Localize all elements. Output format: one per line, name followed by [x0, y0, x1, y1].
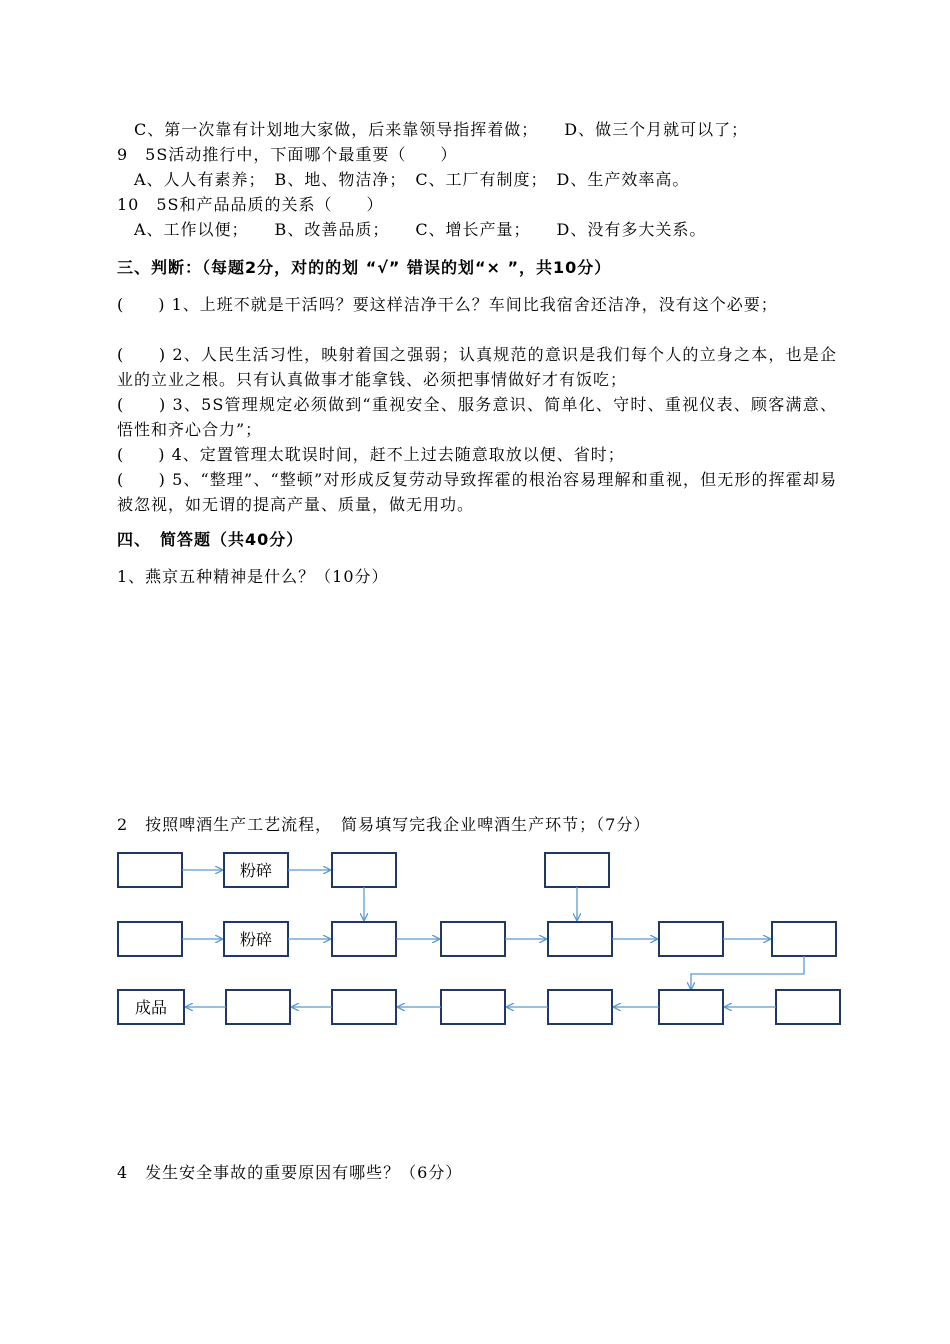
judge-item-2: ( ) 2、人民生活习性，映射着国之强弱；认真规范的意识是我们每个人的立身之本，也是企业的立业之根。只有认真做事才能拿钱、必须把事情做好才有饭吃；: [117, 345, 837, 389]
flow-box-r2-4[interactable]: [441, 922, 505, 956]
q9-options: A、人人有素养； B、地、物洁净； C、工厂有制度； D、生产效率高。: [134, 170, 690, 189]
flow-label-crush-1: 粉碎: [239, 861, 273, 880]
flow-box-r3-6[interactable]: [659, 990, 723, 1024]
judge-item-1: ( ) 1、上班不就是干活吗？要这样洁净干么？车间比我宿舍还洁净，没有这个必要；: [117, 295, 778, 314]
q10-options: A、工作以便； B、改善品质； C、增长产量； D、没有多大关系。: [134, 220, 707, 239]
flow-box-r3-2[interactable]: [226, 990, 290, 1024]
short-q1: 1、燕京五种精神是什么？（10分）: [117, 567, 389, 586]
short-q2: 2 按照啤酒生产工艺流程， 简易填写完我企业啤酒生产环节；（7分）: [117, 815, 651, 834]
flow-connector: [691, 956, 804, 989]
flow-box-r2-1[interactable]: [118, 922, 182, 956]
flow-box-r3-5[interactable]: [548, 990, 612, 1024]
flow-box-r2-6[interactable]: [659, 922, 723, 956]
flow-box-r3-3[interactable]: [332, 990, 396, 1024]
flow-box-r2-5[interactable]: [548, 922, 612, 956]
short-q4: 4 发生安全事故的重要原因有哪些？（6分）: [117, 1163, 463, 1182]
judge-item-4: ( ) 4、定置管理太耽误时间，赶不上过去随意取放以便、省时；: [117, 445, 625, 464]
flow-box-r3-4[interactable]: [441, 990, 505, 1024]
flow-box-r1-4[interactable]: [545, 853, 609, 887]
flow-box-r2-3[interactable]: [332, 922, 396, 956]
judge-heading: 三、判断：（每题2分，对的的划 “√” 错误的划“× ”，共10分）: [117, 258, 612, 277]
flow-label-product: 成品: [134, 998, 168, 1017]
flow-box-r3-7[interactable]: [776, 990, 840, 1024]
q10-stem: 10 5S和产品品质的关系（ ）: [117, 195, 384, 214]
short-heading: 四、 简答题（共40分）: [117, 530, 304, 549]
flow-box-r1-3[interactable]: [332, 853, 396, 887]
flow-box-r2-7[interactable]: [772, 922, 836, 956]
flow-label-crush-2: 粉碎: [239, 930, 273, 949]
judge-item-5: ( ) 5、“整理”、“整顿”对形成反复劳动导致挥霍的根治容易理解和重视，但无形的挥霍却易被忽视，如无谓的提高产量、质量，做无用功。: [117, 470, 837, 514]
q9-stem: 9 5S活动推行中，下面哪个最重要（ ）: [117, 145, 458, 164]
judge-item-3: ( ) 3、5S管理规定必须做到“重视安全、服务意识、简单化、守时、重视仪表、顾客满意、悟性和齐心合力”；: [117, 395, 837, 439]
flow-box-r1-1[interactable]: [118, 853, 182, 887]
q8-options: C、第一次靠有计划地大家做，后来靠领导指挥着做； D、做三个月就可以了；: [134, 120, 749, 139]
